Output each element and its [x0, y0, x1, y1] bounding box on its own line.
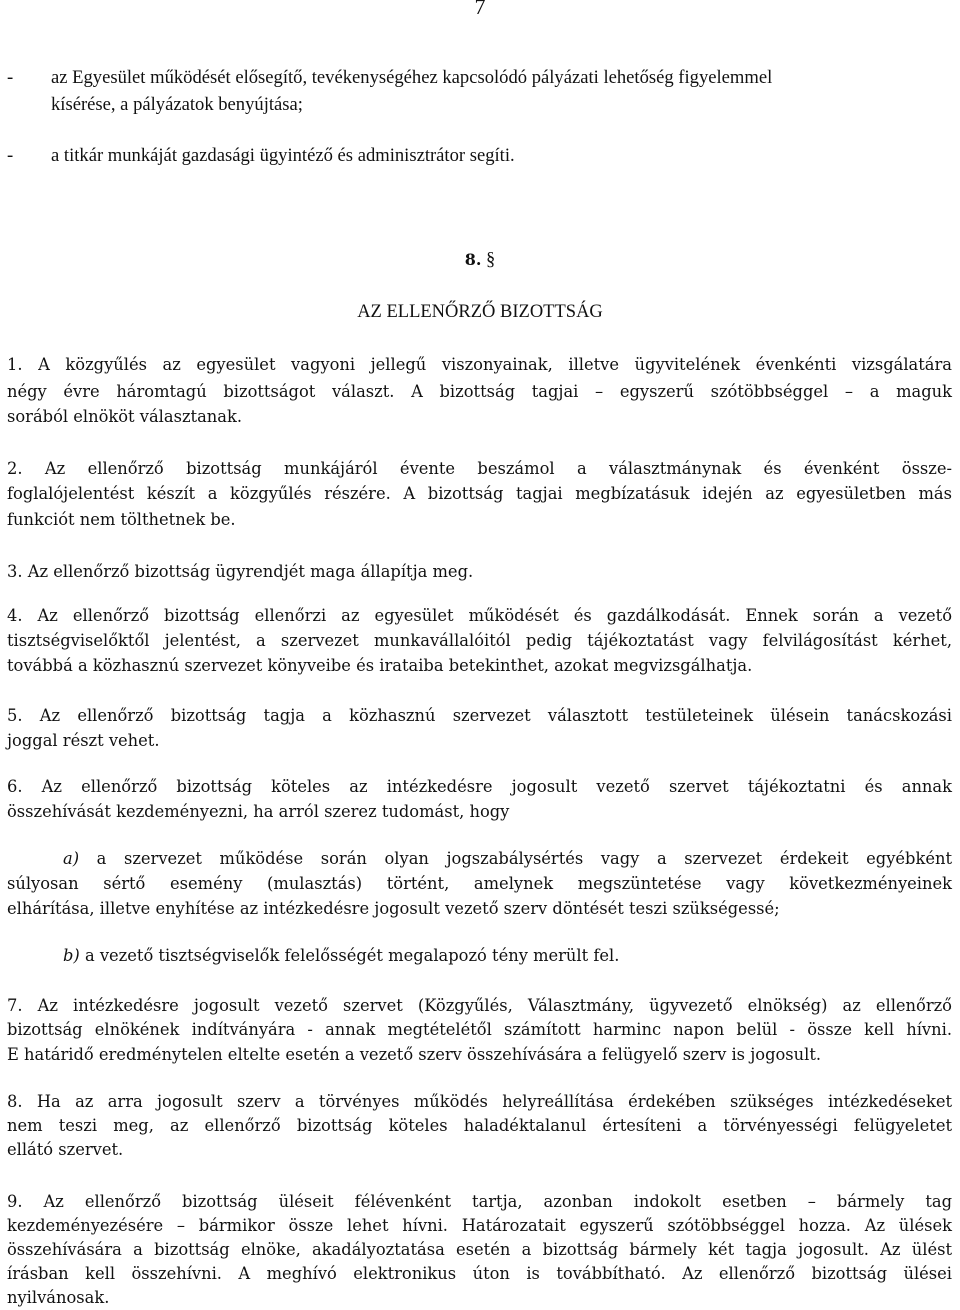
paragraph-4-line: továbbá a közhasznú szervezet könyveibe és irataiba betekinthet, azokat megvizsgálhatja.: [7, 656, 753, 675]
paragraph-9-line: nyilvánosak.: [7, 1288, 110, 1307]
paragraph-2-line: foglalójelentést készít a közgyűlés részére. A bizottság tagjai megbízatásuk idején az egyesületben más: [7, 484, 952, 503]
list-item-text: a szervezet működése során olyan jogszabálysértés vagy a szervezet érdekeit egyébként: [96, 849, 952, 868]
paragraph-8-line: ellátó szervet.: [7, 1140, 124, 1159]
bullet-dash: -: [7, 145, 14, 166]
paragraph-7-line: 7. Az intézkedésre jogosult vezető szervet (Közgyűlés, Választmány, ügyvezető elnökség) az ellenőrző: [7, 996, 952, 1015]
bullet-item: [7, 66, 952, 90]
bullet-item: [7, 144, 952, 168]
list-item-a: [63, 847, 952, 871]
list-item-label: b): [63, 946, 80, 965]
section-title: AZ ELLENŐRZŐ BIZOTTSÁG: [357, 302, 603, 322]
paragraph-9-line: 9. Az ellenőrző bizottság üléseit félévenként tartja, azonban indokolt esetben – bármely tag: [7, 1192, 952, 1211]
section-number: 8. §: [464, 250, 496, 270]
bullet-text: a titkár munkáját gazdasági ügyintéző és adminisztrátor segíti.: [51, 145, 515, 166]
paragraph-9-line: írásban kell összehívni. A meghívó elektronikus úton is továbbítható. Az ellenőrző bizottság ülései: [7, 1264, 952, 1283]
paragraph-8-line: 8. Ha az arra jogosult szerv a törvényes működés helyreállítása érdekében szükséges intézkedéseket: [7, 1092, 952, 1111]
paragraph-5-line: 5. Az ellenőrző bizottság tagja a közhasznú szervezet választott testületeinek ülésein tanácskozási: [7, 706, 952, 725]
paragraph-1-line: négy évre háromtagú bizottságot választ. A bizottság tagjai – egyszerű szótöbbséggel – a maguk: [7, 382, 952, 401]
paragraph-2-line: funkciót nem tölthetnek be.: [7, 510, 236, 529]
page-number: 7: [474, 0, 486, 19]
list-item-label: a): [63, 849, 80, 868]
list-item-b: [63, 944, 952, 968]
bullet-text-continued: kísérése, a pályázatok benyújtása;: [51, 94, 303, 115]
paragraph-3: 3. Az ellenőrző bizottság ügyrendjét maga állapítja meg.: [7, 562, 474, 581]
list-item-a-line: súlyosan sértő esemény (mulasztás) történt, amelynek megszüntetése vagy következményeinek: [7, 874, 952, 893]
paragraph-4-line: 4. Az ellenőrző bizottság ellenőrzi az egyesület működését és gazdálkodását. Ennek során a vezető: [7, 606, 952, 625]
paragraph-5-line: joggal részt vehet.: [7, 731, 160, 750]
paragraph-4-line: tisztségviselőktől jelentést, a szervezet munkavállalóitól pedig tájékoztatást vagy felvilágosítást kérhet,: [7, 631, 952, 650]
bullet-text: az Egyesület működését elősegítő, tevékenységéhez kapcsolódó pályázati lehetőség figyelemmel: [51, 67, 773, 88]
paragraph-6-line: 6. Az ellenőrző bizottság köteles az intézkedésre jogosult vezető szervet tájékoztatni és annak: [7, 777, 952, 796]
bullet-dash: -: [7, 67, 14, 88]
paragraph-2-line: 2. Az ellenőrző bizottság munkájáról évente beszámol a választmánynak és évenként össze-: [7, 459, 952, 478]
paragraph-7-line: E határidő eredménytelen eltelte esetén a vezető szerv összehívására a felügyelő szerv is jogosult.: [7, 1045, 822, 1064]
paragraph-9-line: összehívására a bizottság elnöke, akadályoztatása esetén a bizottság bármely két tagja jogosult. Az ülést: [7, 1240, 952, 1259]
paragraph-9-line: kezdeményezésére – bármikor össze lehet hívni. Határozatait egyszerű szótöbbséggel hozza. Az ülések: [7, 1216, 952, 1235]
list-item-text: a vezető tisztségviselők felelősségét megalapozó tény merült fel.: [84, 946, 620, 965]
paragraph-1-line: sorából elnököt választanak.: [7, 407, 243, 426]
list-item-a-line: elhárítása, illetve enyhítése az intézkedésre jogosult vezető szerv döntését teszi szükségessé;: [7, 899, 780, 918]
paragraph-1-line: 1. A közgyűlés az egyesület vagyoni jellegű viszonyainak, illetve ügyvitelének évenkénti vizsgálatára: [7, 355, 952, 374]
paragraph-7-line: bizottság elnökének indítványára - annak megtételétől számított harminc napon belül - össze kell hívni.: [7, 1020, 952, 1039]
section-symbol: §: [486, 250, 496, 270]
paragraph-8-line: nem teszi meg, az ellenőrző bizottság köteles haladéktalanul értesíteni a törvényességi felügyeletet: [7, 1116, 952, 1135]
paragraph-6-line: összehívását kezdeményezni, ha arról szerez tudomást, hogy: [7, 802, 510, 821]
